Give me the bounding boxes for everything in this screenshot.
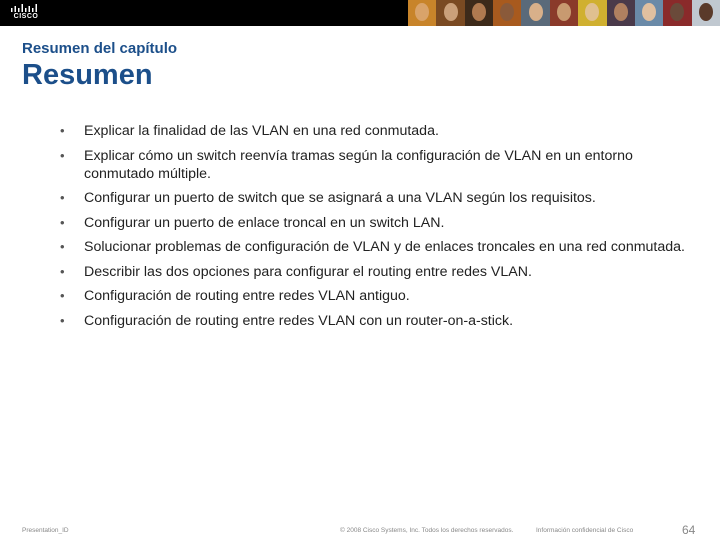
bullet-text: Configuración de routing entre redes VLAN con un router-on-a-stick. (84, 312, 514, 329)
footer-copyright: © 2008 Cisco Systems, Inc. Todos los derechos reservados. (340, 527, 514, 534)
header-photo (578, 0, 606, 26)
bullet-marker: • (60, 312, 65, 328)
bullet-text: Solucionar problemas de configuración de VLAN y de enlaces troncales en una red conmutada. (84, 239, 685, 255)
header-photo (408, 0, 436, 26)
bullet-marker: • (60, 190, 65, 205)
bullet-list (58, 122, 688, 336)
header-photo (521, 0, 549, 26)
bullet-item (58, 122, 688, 140)
bullet-item (58, 263, 688, 281)
footer-confidential: Información confidencial de Cisco (536, 527, 634, 534)
slide-subtitle: Resumen del capítulo (22, 40, 178, 57)
bullet-marker: • (60, 123, 65, 138)
bullet-item (58, 147, 688, 183)
cisco-logo (8, 4, 44, 22)
header-photo (436, 0, 464, 26)
cisco-bars-icon (10, 4, 40, 13)
bullet-item (58, 189, 688, 207)
bullet-item (58, 287, 688, 305)
header-bar (0, 0, 720, 26)
header-photo (663, 0, 691, 26)
bullet-text: Configurar un puerto de switch que se asignará a una VLAN según los requisitos. (84, 190, 596, 206)
bullet-marker: • (60, 214, 65, 230)
bullet-text: Configuración de routing entre redes VLAN antiguo. (84, 288, 410, 304)
bullet-text: Describir las dos opciones para configurar el routing entre redes VLAN. (84, 263, 532, 280)
header-photo (550, 0, 578, 26)
header-photo (493, 0, 521, 26)
bullet-marker: • (60, 239, 65, 254)
bullet-marker: • (60, 147, 65, 163)
header-photo (692, 0, 720, 26)
footer-presentation-id: Presentation_ID (22, 527, 69, 534)
page-number: 64 (682, 523, 696, 537)
bullet-marker: • (60, 288, 65, 303)
bullet-text: Explicar la finalidad de las VLAN en una red conmutada. (84, 123, 439, 139)
bullet-marker: • (60, 263, 65, 279)
header-photo (607, 0, 635, 26)
bullet-text: Configurar un puerto de enlace troncal en un switch LAN. (84, 214, 445, 231)
bullet-item (58, 312, 688, 330)
header-photo (635, 0, 663, 26)
header-photo (465, 0, 493, 26)
bullet-text: Explicar cómo un switch reenvía tramas según la configuración de VLAN en un entorno conmutado múltiple. (84, 147, 633, 182)
slide-title: Resumen (22, 59, 153, 91)
logo-text: CISCO (13, 13, 39, 20)
bullet-item (58, 214, 688, 232)
header-photo-strip (408, 0, 720, 26)
bullet-item (58, 238, 688, 256)
